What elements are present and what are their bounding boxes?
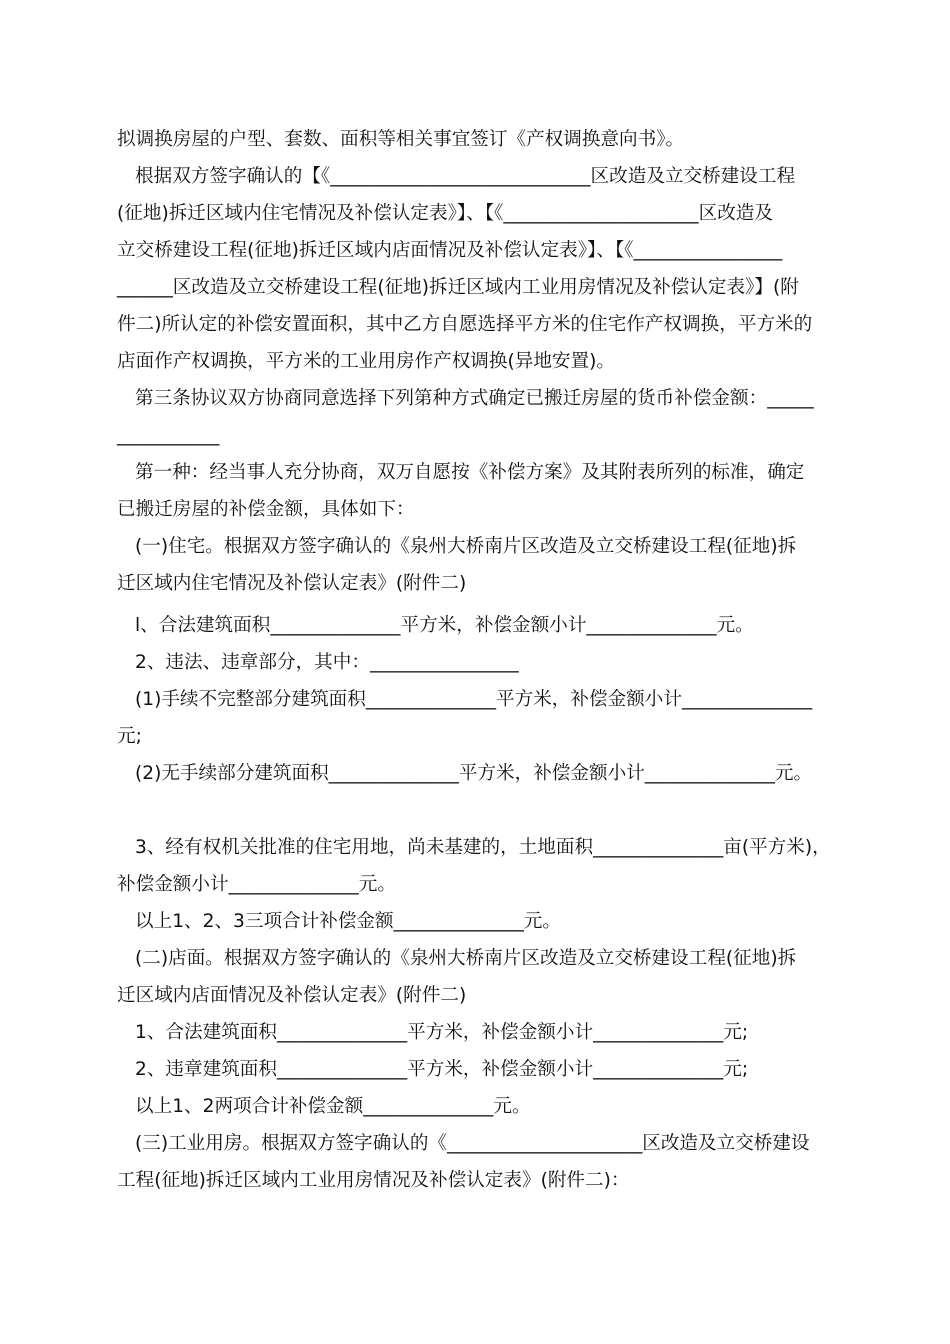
text-line: 以上1、2、3三项合计补偿金额______________元。 xyxy=(135,911,561,932)
text-line: 2、违章建筑面积______________平方米，补偿金额小计______________元; xyxy=(135,1059,749,1080)
text-line: 补偿金额小计______________元。 xyxy=(117,874,396,895)
text-line: 根据双方签字确认的【《____________________________区改造及立交桥建设工程 xyxy=(135,166,796,187)
text-line: (二)店面。根据双方签字确认的《泉州大桥南片区改造及立交桥建设工程(征地)拆 xyxy=(135,948,797,969)
text-line: 第三条协议双方协商同意选择下列第种方式确定已搬迁房屋的货币补偿金额：_____ xyxy=(135,388,814,409)
text-line: (2)无手续部分建筑面积______________平方米，补偿金额小计______________元。 xyxy=(135,763,813,784)
text-line: 元; xyxy=(117,726,142,747)
text-line: (征地)拆迁区域内住宅情况及补偿认定表》】、【《_____________________区改造及 xyxy=(117,203,773,224)
text-line: ___________ xyxy=(117,425,220,446)
text-line: l、合法建筑面积______________平方米，补偿金额小计______________元。 xyxy=(135,615,754,636)
text-line: 2、违法、违章部分，其中：________________ xyxy=(135,652,519,673)
text-line: 已搬迁房屋的补偿金额，具体如下： xyxy=(117,499,415,520)
text-line: 以上1、2两项合计补偿金额______________元。 xyxy=(135,1096,531,1117)
text-line: 店面作产权调换，平方米的工业用房作产权调换(异地安置)。 xyxy=(117,351,615,372)
text-line: 迁区域内住宅情况及补偿认定表》(附件二) xyxy=(117,573,467,594)
text-line: 件二)所认定的补偿安置面积，其中乙方自愿选择平方米的住宅作产权调换，平方米的 xyxy=(117,314,813,335)
text-line: (1)手续不完整部分建筑面积______________平方米，补偿金额小计______________ xyxy=(135,689,813,710)
text-line: 1、合法建筑面积______________平方米，补偿金额小计______________元; xyxy=(135,1022,749,1043)
text-line: 拟调换房屋的户型、套数、面积等相关事宜签订《产权调换意向书》。 xyxy=(117,129,685,150)
text-line: 工程(征地)拆迁区域内工业用房情况及补偿认定表》(附件二)： xyxy=(117,1170,630,1191)
text-line: (三)工业用房。根据双方签字确认的《_____________________区改造及立交桥建设 xyxy=(135,1133,810,1154)
text-line: 第一种：经当事人充分协商，双万自愿按《补偿方案》及其附表所列的标准，确定 xyxy=(135,462,805,483)
text-line: (一)住宅。根据双方签字确认的《泉州大桥南片区改造及立交桥建设工程(征地)拆 xyxy=(135,536,797,557)
text-line: 迁区域内店面情况及补偿认定表》(附件二) xyxy=(117,985,467,1006)
text-line: 立交桥建设工程(征地)拆迁区域内店面情况及补偿认定表》】、【《________________ xyxy=(117,240,783,261)
text-line: ______区改造及立交桥建设工程(征地)拆迁区域内工业用房情况及补偿认定表》】(附 xyxy=(117,277,799,298)
text-line: 3、经有权机关批准的住宅用地，尚未基建的，土地面积______________亩(平方米)， xyxy=(135,837,831,858)
